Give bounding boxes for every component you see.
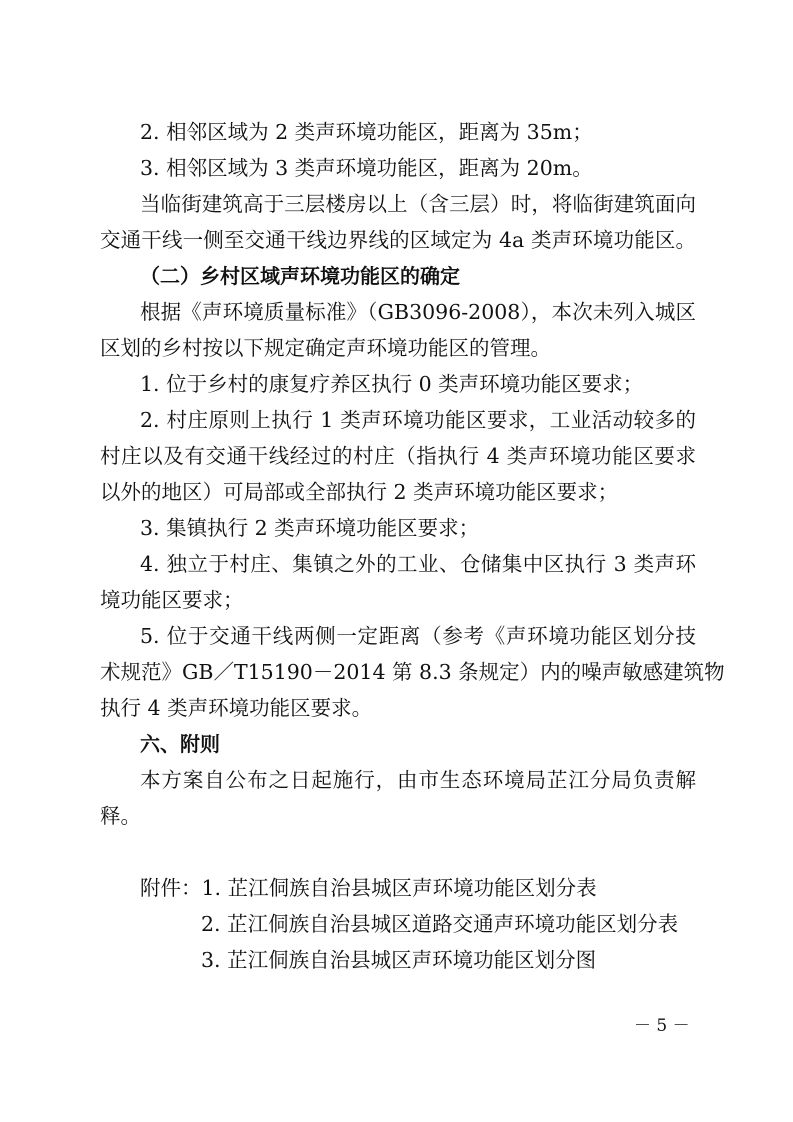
attachment-item: 2. 芷江侗族自治县城区道路交通声环境功能区划分表 — [201, 912, 679, 936]
paragraph-line: 5. 位于交通干线两侧一定距离（参考《声环境功能区划分技 — [140, 624, 696, 648]
paragraph-line: 区划的乡村按以下规定确定声环境功能区的管理。 — [100, 336, 551, 360]
paragraph-line: 村庄以及有交通干线经过的村庄（指执行 4 类声环境功能区要求 — [100, 444, 696, 468]
attachment-item: 3. 芷江侗族自治县城区声环境功能区划分图 — [201, 948, 597, 972]
paragraph-line: 执行 4 类声环境功能区要求。 — [100, 696, 373, 720]
paragraph-line: 本方案自公布之日起施行，由市生态环境局芷江分局负责解 — [140, 768, 696, 792]
section-heading: 六、附则 — [140, 732, 220, 756]
paragraph-line: 释。 — [100, 804, 141, 828]
paragraph-line: 根据《声环境质量标准》（GB3096-2008），本次未列入城区 — [140, 300, 696, 324]
paragraph-line: 交通干线一侧至交通干线边界线的区域定为 4a 类声环境功能区。 — [100, 228, 696, 252]
paragraph-line: 术规范》GB／T15190－2014 第 8.3 条规定）内的噪声敏感建筑物 — [100, 660, 725, 684]
paragraph-line: 3. 相邻区域为 3 类声环境功能区，距离为 20m。 — [140, 156, 593, 180]
paragraph-line: 当临街建筑高于三层楼房以上（含三层）时，将临街建筑面向 — [140, 192, 696, 216]
paragraph-line: 3. 集镇执行 2 类声环境功能区要求； — [140, 516, 480, 540]
paragraph-line: 1. 位于乡村的康复疗养区执行 0 类声环境功能区要求； — [140, 372, 644, 396]
attachment-item: 附件：1. 芷江侗族自治县城区声环境功能区划分表 — [140, 876, 597, 900]
paragraph-line: 以外的地区）可局部或全部执行 2 类声环境功能区要求； — [100, 480, 619, 504]
paragraph-line: 2. 相邻区域为 2 类声环境功能区，距离为 35m； — [140, 120, 593, 144]
paragraph-line: 2. 村庄原则上执行 1 类声环境功能区要求，工业活动较多的 — [140, 408, 696, 432]
paragraph-line: 境功能区要求； — [100, 588, 244, 612]
paragraph-line: 4. 独立于村庄、集镇之外的工业、仓储集中区执行 3 类声环 — [140, 552, 696, 576]
section-heading: （二）乡村区域声环境功能区的确定 — [140, 264, 460, 288]
page-number: － 5 － — [634, 1016, 690, 1036]
